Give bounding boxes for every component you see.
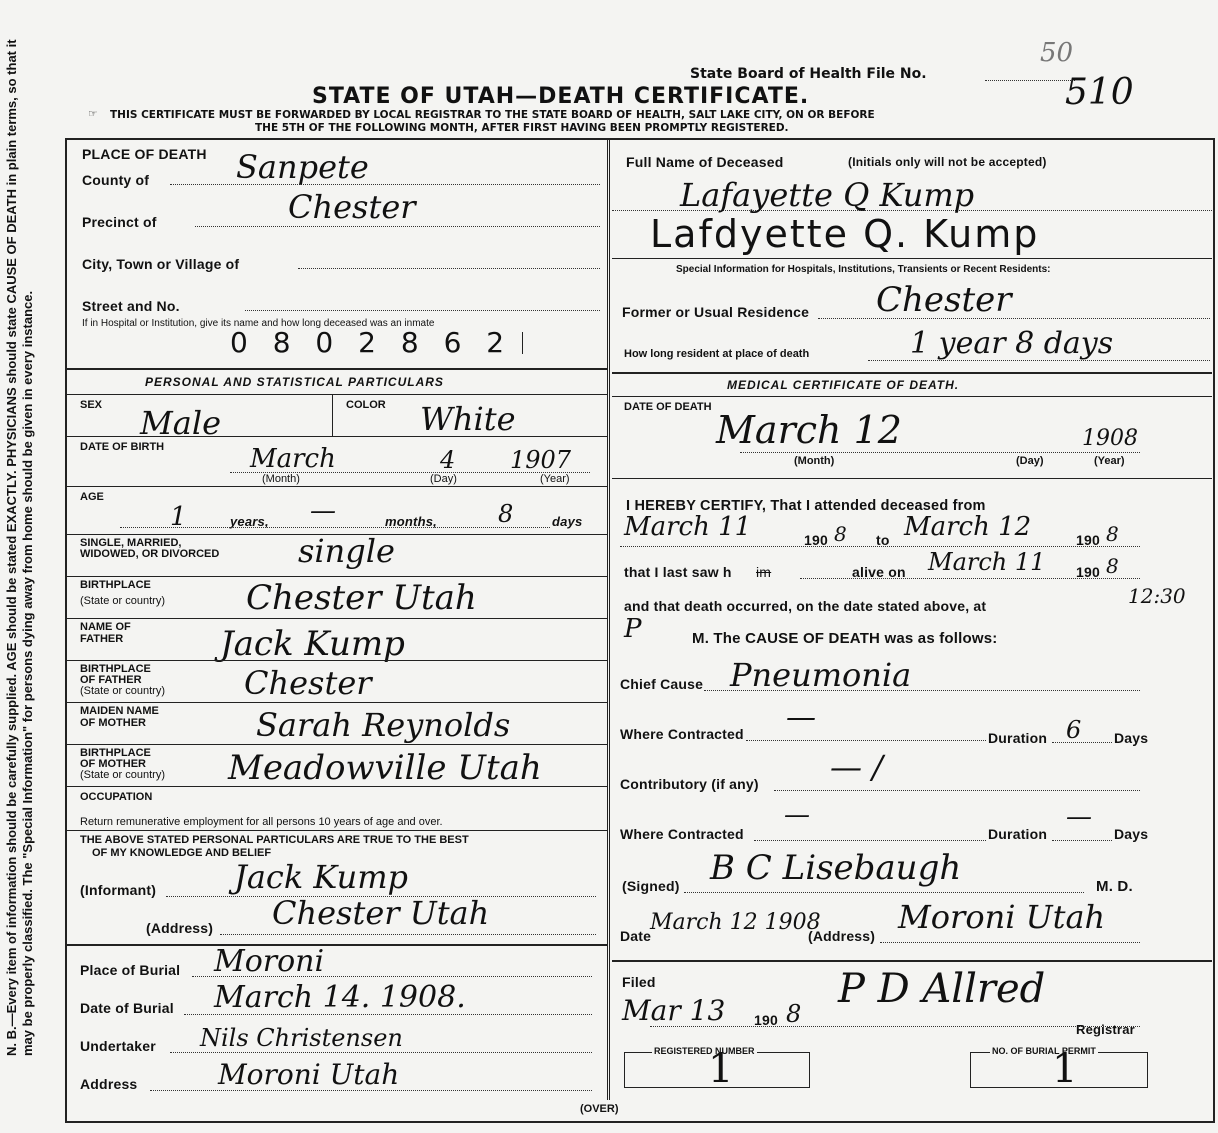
mother-bp-label-2: OF MOTHER bbox=[80, 758, 146, 770]
filed-value: Mar 13 bbox=[622, 994, 726, 1027]
filed-year-digit: 8 bbox=[786, 1000, 802, 1028]
stamp-number: 0 8 0 2 8 6 2 bbox=[230, 326, 513, 359]
signed-value: B C Lisebaugh bbox=[710, 848, 962, 888]
informant-address-value: Chester Utah bbox=[272, 894, 490, 932]
duration-2-days-label: Days bbox=[1114, 826, 1149, 842]
file-no-label: State Board of Health File No. bbox=[690, 66, 927, 82]
father-value: Jack Kump bbox=[220, 624, 405, 664]
chief-cause-value: Pneumonia bbox=[730, 656, 912, 694]
to-label: to bbox=[876, 532, 890, 548]
hospital-note: If in Hospital or Institution, give its name and how long deceased was an inmate bbox=[82, 318, 435, 329]
city-line bbox=[298, 268, 600, 269]
occupation-label: OCCUPATION bbox=[80, 791, 153, 803]
med-address-value: Moroni Utah bbox=[898, 898, 1106, 936]
divider-father bbox=[66, 618, 607, 619]
divider-mother-bp bbox=[66, 744, 607, 745]
divider-medical-bottom bbox=[612, 396, 1212, 397]
mother-label-1: MAIDEN NAME bbox=[80, 705, 159, 717]
registrar-label: Registrar bbox=[1076, 1022, 1135, 1037]
burial-date-value: March 14. 1908. bbox=[214, 980, 466, 1015]
where-contracted-2-label: Where Contracted bbox=[620, 826, 744, 842]
last-saw-label: that I last saw h bbox=[624, 564, 732, 580]
to-date: March 12 bbox=[904, 512, 1032, 542]
registered-number-value: 1 bbox=[708, 1046, 734, 1092]
mother-bp-value: Meadowville Utah bbox=[228, 748, 542, 788]
where-contracted-2-value: — bbox=[784, 800, 810, 830]
notice-line-2: THE 5TH OF THE FOLLOWING MONTH, AFTER FIRST HAVING BEEN PROMPTLY REGISTERED. bbox=[255, 122, 789, 134]
signed-label: (Signed) bbox=[622, 878, 680, 894]
file-no-line bbox=[985, 80, 1075, 81]
resident-value: 1 year 8 days bbox=[910, 326, 1114, 361]
burial-place-value: Moroni bbox=[214, 944, 325, 979]
cause-intro: M. The CAUSE OF DEATH was as follows: bbox=[692, 630, 998, 647]
dod-year-caption: (Year) bbox=[1094, 455, 1125, 467]
alive-on-label: alive on bbox=[852, 564, 906, 580]
burial-permit-value: 1 bbox=[1052, 1046, 1078, 1092]
divider-filing bbox=[612, 960, 1212, 962]
signed-line bbox=[684, 892, 1084, 893]
divider-age bbox=[66, 486, 607, 487]
undertaker-line bbox=[170, 1052, 592, 1053]
father-bp-label-1: BIRTHPLACE bbox=[80, 663, 151, 675]
color-label: COLOR bbox=[346, 399, 386, 411]
informant-address-line bbox=[220, 934, 596, 935]
duration-2-value: — bbox=[1066, 802, 1092, 832]
precinct-value: Chester bbox=[288, 188, 416, 226]
med-date-label: Date bbox=[620, 928, 652, 944]
dod-month-day: March 12 bbox=[716, 408, 902, 452]
burial-date-label: Date of Burial bbox=[80, 1000, 174, 1016]
deceased-name-value-2: Lafdyette Q. Kump bbox=[650, 212, 1040, 256]
where-contracted-label: Where Contracted bbox=[620, 726, 744, 742]
certify-dates-line bbox=[620, 546, 1140, 547]
residence-value: Chester bbox=[876, 280, 1012, 320]
sex-label: SEX bbox=[80, 399, 103, 411]
true-statement-1: THE ABOVE STATED PERSONAL PARTICULARS ARE TRUE TO THE BEST bbox=[80, 834, 469, 846]
where-contracted-line bbox=[746, 740, 986, 741]
alive-year-prefix: 190 bbox=[1076, 564, 1100, 580]
dod-day-caption: (Day) bbox=[1016, 455, 1044, 467]
to-year-prefix: 190 bbox=[1076, 532, 1100, 548]
registrar-value: P D Allred bbox=[838, 966, 1046, 1012]
med-date-value: March 12 1908 bbox=[650, 910, 821, 935]
from-date: March 11 bbox=[624, 512, 752, 542]
father-bp-value: Chester bbox=[244, 664, 372, 702]
certify-text: I HEREBY CERTIFY, That I attended deceased from bbox=[626, 498, 986, 514]
contributory-value: — / bbox=[830, 748, 883, 786]
chief-cause-label: Chief Cause bbox=[620, 676, 704, 692]
county-line bbox=[170, 184, 600, 185]
age-months: — bbox=[310, 496, 336, 526]
divider-dob bbox=[66, 436, 607, 437]
dod-year: 1908 bbox=[1082, 426, 1138, 451]
deceased-name-note: (Initials only will not be accepted) bbox=[848, 155, 1047, 169]
dob-year: 1907 bbox=[510, 446, 572, 474]
marital-value: single bbox=[298, 532, 395, 570]
dob-label: DATE OF BIRTH bbox=[80, 441, 165, 453]
sex-color-divider bbox=[332, 394, 333, 436]
true-statement-2: OF MY KNOWLEDGE AND BELIEF bbox=[92, 847, 272, 859]
place-of-death-label: PLACE OF DEATH bbox=[82, 146, 207, 162]
residence-label: Former or Usual Residence bbox=[622, 304, 810, 320]
occupation-note: Return remunerative employment for all persons 10 years of age and over. bbox=[80, 816, 443, 828]
age-label: AGE bbox=[80, 491, 104, 503]
divider-birthplace bbox=[66, 576, 607, 577]
alive-on-value: March 11 bbox=[928, 548, 1046, 576]
certificate-title: STATE OF UTAH—DEATH CERTIFICATE. bbox=[312, 84, 810, 109]
special-info-label: Special Information for Hospitals, Institutions, Transients or Recent Residents: bbox=[676, 264, 1051, 275]
burial-permit-label: NO. OF BURIAL PERMIT bbox=[992, 1046, 1096, 1056]
resident-label: How long resident at place of death bbox=[624, 348, 810, 360]
age-days: 8 bbox=[498, 500, 514, 528]
years-label: years, bbox=[230, 514, 269, 529]
where-contracted-2-line bbox=[754, 840, 986, 841]
county-label: County of bbox=[82, 172, 150, 188]
filed-line bbox=[650, 1026, 1140, 1027]
deceased-name-value: Lafayette Q Kump bbox=[680, 176, 975, 214]
dob-day: 4 bbox=[440, 446, 456, 474]
days-label: days bbox=[552, 514, 583, 529]
stamp-bar bbox=[522, 332, 523, 354]
file-no-top: 50 bbox=[1040, 38, 1074, 68]
divider-occupation bbox=[66, 786, 607, 787]
undertaker-address-value: Moroni Utah bbox=[218, 1058, 400, 1091]
column-divider bbox=[607, 140, 610, 1100]
undertaker-address-label: Address bbox=[80, 1076, 138, 1092]
precinct-label: Precinct of bbox=[82, 214, 157, 230]
marital-label-1: SINGLE, MARRIED, bbox=[80, 537, 182, 549]
notice-icon: ☞ bbox=[88, 108, 98, 120]
mother-label-2: OF MOTHER bbox=[80, 717, 146, 729]
divider-burial bbox=[66, 944, 607, 946]
dod-label: DATE OF DEATH bbox=[624, 401, 712, 413]
informant-label: (Informant) bbox=[80, 882, 157, 898]
undertaker-value: Nils Christensen bbox=[200, 1024, 403, 1052]
med-address-label: (Address) bbox=[808, 928, 876, 944]
dob-month-caption: (Month) bbox=[262, 473, 300, 485]
mother-bp-label-3: (State or country) bbox=[80, 769, 165, 781]
father-label-2: FATHER bbox=[80, 633, 124, 645]
divider-medical-top bbox=[612, 372, 1212, 374]
personal-section-title: PERSONAL AND STATISTICAL PARTICULARS bbox=[145, 375, 444, 389]
duration-value: 6 bbox=[1066, 716, 1082, 744]
county-value: Sanpete bbox=[236, 148, 369, 186]
color-value: White bbox=[420, 400, 516, 438]
mother-value: Sarah Reynolds bbox=[256, 706, 511, 744]
divider-personal-bottom bbox=[66, 394, 607, 395]
notice-line-1: THIS CERTIFICATE MUST BE FORWARDED BY LOCAL REGISTRAR TO THE STATE BOARD OF HEALTH, SALT LAKE CITY, ON OR BEFORE bbox=[110, 109, 875, 121]
undertaker-label: Undertaker bbox=[80, 1038, 156, 1054]
birthplace-value: Chester Utah bbox=[246, 578, 477, 618]
from-year-digit: 8 bbox=[834, 522, 847, 546]
street-line bbox=[245, 310, 600, 311]
birthplace-label: BIRTHPLACE bbox=[80, 579, 151, 591]
age-line bbox=[120, 527, 550, 528]
dob-year-caption: (Year) bbox=[540, 473, 570, 485]
time-value: 12:30 bbox=[1128, 584, 1186, 608]
divider-mother bbox=[66, 702, 607, 703]
mother-bp-label-1: BIRTHPLACE bbox=[80, 747, 151, 759]
medical-section-title: MEDICAL CERTIFICATE OF DEATH. bbox=[727, 378, 960, 392]
sex-value: Male bbox=[140, 404, 222, 442]
divider-father-bp bbox=[66, 660, 607, 661]
filed-label: Filed bbox=[622, 974, 656, 990]
from-year-prefix: 190 bbox=[804, 532, 828, 548]
informant-address-label: (Address) bbox=[146, 920, 214, 936]
contributory-label: Contributory (if any) bbox=[620, 776, 759, 792]
dod-month-caption: (Month) bbox=[794, 455, 835, 467]
father-label-1: NAME OF bbox=[80, 621, 131, 633]
alive-year-digit: 8 bbox=[1106, 554, 1119, 578]
last-saw-mid: im bbox=[756, 564, 772, 580]
divider-personal-top bbox=[66, 368, 607, 370]
dod-line bbox=[740, 452, 1140, 453]
months-label: months, bbox=[385, 514, 437, 529]
dob-month: March bbox=[250, 444, 336, 474]
duration-2-label: Duration bbox=[988, 826, 1048, 842]
city-label: City, Town or Village of bbox=[82, 256, 240, 272]
duration-line bbox=[1052, 742, 1112, 743]
pm-value: P bbox=[624, 614, 642, 644]
age-years: 1 bbox=[170, 502, 187, 532]
father-bp-label-3: (State or country) bbox=[80, 685, 165, 697]
filed-year-prefix: 190 bbox=[754, 1012, 778, 1028]
father-bp-label-2: OF FATHER bbox=[80, 674, 142, 686]
street-label: Street and No. bbox=[82, 298, 180, 314]
burial-place-label: Place of Burial bbox=[80, 962, 181, 978]
precinct-line bbox=[195, 226, 600, 227]
registered-number-label: REGISTERED NUMBER bbox=[654, 1046, 755, 1056]
deceased-name-label: Full Name of Deceased bbox=[626, 154, 784, 170]
where-contracted-value: — bbox=[786, 700, 816, 735]
marital-label-2: WIDOWED, OR DIVORCED bbox=[80, 548, 220, 560]
contributory-line bbox=[774, 790, 1140, 791]
informant-value: Jack Kump bbox=[234, 858, 409, 896]
duration-days-label: Days bbox=[1114, 730, 1149, 746]
deceased-name-line-2 bbox=[612, 258, 1212, 259]
duration-label: Duration bbox=[988, 730, 1048, 746]
divider-informant bbox=[66, 830, 607, 831]
birthplace-sub: (State or country) bbox=[80, 595, 165, 607]
side-instructions: N. B.—Every item of information should be carefully supplied. AGE should be stated EXACTLY. PHYSICIANS should state CAUSE OF DEATH in plain terms, so that it may be properly classified. The "Special Information" for persons dying away from home should be given in every instance. bbox=[4, 39, 35, 1056]
alive-line bbox=[800, 578, 1140, 579]
to-year-digit: 8 bbox=[1106, 522, 1119, 546]
dob-day-caption: (Day) bbox=[430, 473, 457, 485]
file-no-value: 510 bbox=[1065, 72, 1134, 113]
occurred-label: and that death occurred, on the date stated above, at bbox=[624, 598, 987, 614]
md-label: M. D. bbox=[1096, 878, 1133, 895]
med-address-line bbox=[880, 942, 1140, 943]
duration-2-line bbox=[1052, 840, 1112, 841]
over-label: (OVER) bbox=[580, 1103, 619, 1115]
divider-certify bbox=[612, 478, 1212, 479]
